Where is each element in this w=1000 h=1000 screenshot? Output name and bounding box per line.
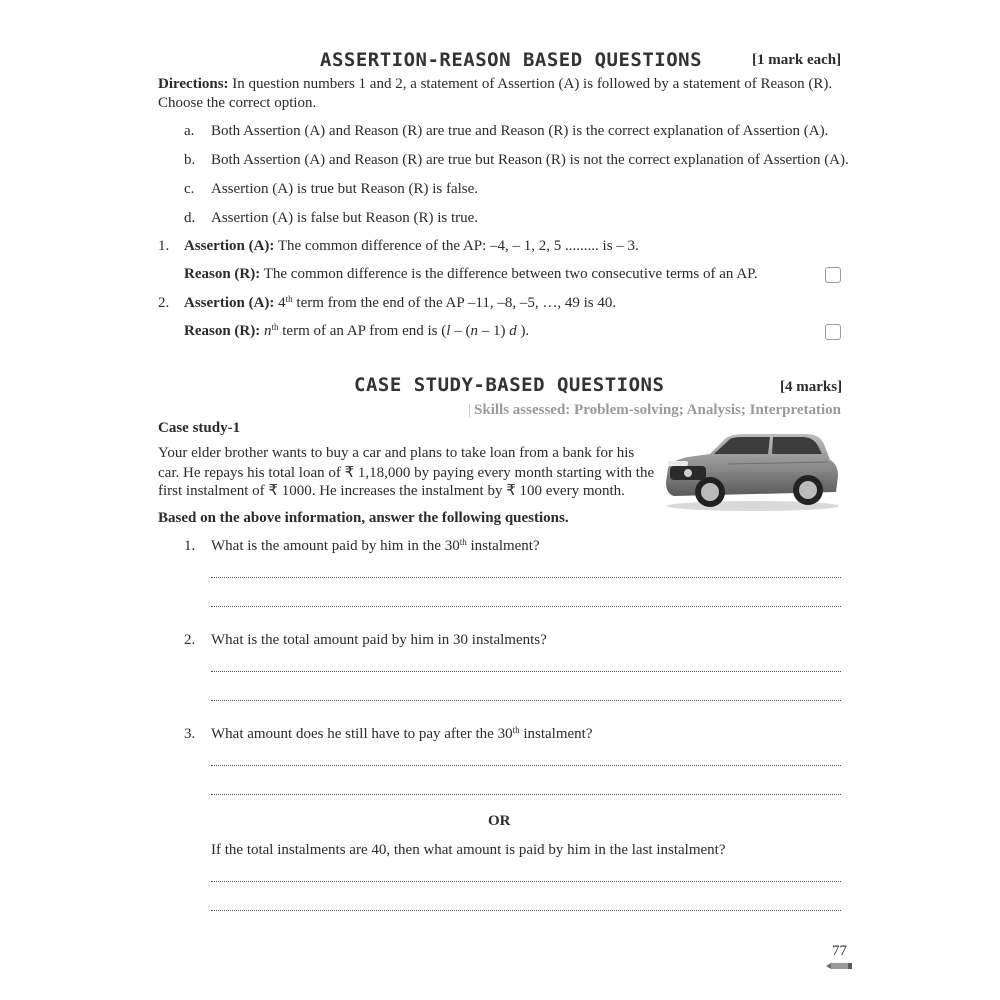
ar-question-2-reason (184, 323, 529, 340)
answer-line[interactable] (211, 700, 841, 701)
skills-divider: | (468, 402, 472, 418)
directions-text: In question numbers 1 and 2, a statement of Assertion (A) is followed by a statement of Reason (R). (228, 76, 833, 92)
answer-line[interactable] (211, 881, 841, 882)
marks-label-section1: [1 mark each] (752, 52, 842, 68)
ordinal-suffix: th (459, 537, 467, 547)
variable-d: d (509, 323, 517, 339)
option-letter-d: d. (184, 210, 196, 226)
option-text-c: Assertion (A) is true but Reason (R) is false. (211, 181, 479, 197)
assertion-text: The common difference of the AP: –4, – 1, 2, 5 ......... is – 3. (274, 238, 639, 254)
case-question-number-2: 2. (184, 632, 196, 648)
reason-label: Reason (R): (184, 266, 261, 282)
case-question-1-text (211, 538, 540, 555)
assertion-ordinal: 4 (274, 295, 286, 311)
reason-text-d: ). (516, 323, 530, 339)
case-question-2-text: What is the total amount paid by him in 30 instalments? (211, 632, 547, 648)
answer-line[interactable] (211, 577, 841, 578)
directions-label: Directions: (158, 76, 229, 92)
directions-line2: Choose the correct option. (158, 95, 317, 111)
car-image (658, 430, 842, 512)
ordinal-suffix: th (285, 294, 293, 304)
marks-label-section2: [4 marks] (780, 379, 843, 395)
variable-n2: n (470, 323, 478, 339)
ordinal-suffix: th (512, 725, 520, 735)
question-text-b: instalment? (466, 538, 540, 554)
directions-line1 (158, 76, 832, 93)
skills-text: Skills assessed: Problem-solving; Analysis; Interpretation (474, 402, 841, 418)
answer-checkbox-2[interactable] (825, 324, 841, 340)
ar-question-number-2: 2. (158, 295, 170, 311)
reason-text: The common difference is the difference between two consecutive terms of an AP. (260, 266, 758, 282)
option-letter-a: a. (184, 123, 195, 139)
question-text-a: What amount does he still have to pay after the 30 (211, 726, 513, 742)
ar-question-number-1: 1. (158, 238, 170, 254)
page-number: 77 (832, 943, 847, 959)
option-text-d: Assertion (A) is false but Reason (R) is true. (211, 210, 479, 226)
case-question-number-1: 1. (184, 538, 196, 554)
answer-line[interactable] (211, 671, 841, 672)
variable-l: l (446, 323, 451, 339)
reason-text-a: term of an AP from end is ( (278, 323, 447, 339)
answer-checkbox-1[interactable] (825, 267, 841, 283)
option-letter-b: b. (184, 152, 196, 168)
ar-question-2-assertion (184, 295, 616, 312)
question-text-a: What is the amount paid by him in the 30 (211, 538, 460, 554)
assertion-text: term from the end of the AP –11, –8, –5, …, 49 is 40. (292, 295, 617, 311)
case-question-number-3: 3. (184, 726, 196, 742)
reason-text-b: – ( (450, 323, 471, 339)
answer-line[interactable] (211, 765, 841, 766)
passage-line-2: car. He repays his total loan of ₹ 1,18,000 by paying every month starting with the (158, 465, 655, 481)
passage-line-3: first instalment of ₹ 1000. He increases the instalment by ₹ 100 every month. (158, 483, 625, 499)
case-study-title: Case study-1 (158, 420, 241, 436)
skills-assessed (468, 402, 841, 419)
question-text-b: instalment? (519, 726, 593, 742)
reason-label: Reason (R): (184, 323, 261, 339)
section-title-assertion-reason: ASSERTION-REASON BASED QUESTIONS (320, 49, 703, 71)
answer-line[interactable] (211, 794, 841, 795)
option-letter-c: c. (184, 181, 195, 197)
variable-n: n (260, 323, 272, 339)
option-text-a: Both Assertion (A) and Reason (R) are true and Reason (R) is the correct explanation of Assertion (A). (211, 123, 829, 139)
case-question-3-alternative: If the total instalments are 40, then what amount is paid by him in the last instalment? (211, 842, 726, 858)
section-title-case-study: CASE STUDY-BASED QUESTIONS (354, 374, 665, 396)
case-instruction: Based on the above information, answer the following questions. (158, 510, 569, 526)
pencil-icon (826, 962, 852, 970)
assertion-label: Assertion (A): (184, 295, 275, 311)
option-text-b: Both Assertion (A) and Reason (R) are true but Reason (R) is not the correct explanation of Assertion (A). (211, 152, 849, 168)
ar-question-1-reason (184, 266, 758, 283)
reason-text-c: – 1) (477, 323, 510, 339)
or-separator: OR (488, 813, 511, 829)
passage-line-1: Your elder brother wants to buy a car and plans to take loan from a bank for his (158, 445, 635, 461)
answer-line[interactable] (211, 606, 841, 607)
answer-line[interactable] (211, 910, 841, 911)
case-question-3-text (211, 726, 593, 743)
ar-question-1-assertion (184, 238, 639, 255)
ordinal-suffix: th (271, 322, 279, 332)
assertion-label: Assertion (A): (184, 238, 275, 254)
